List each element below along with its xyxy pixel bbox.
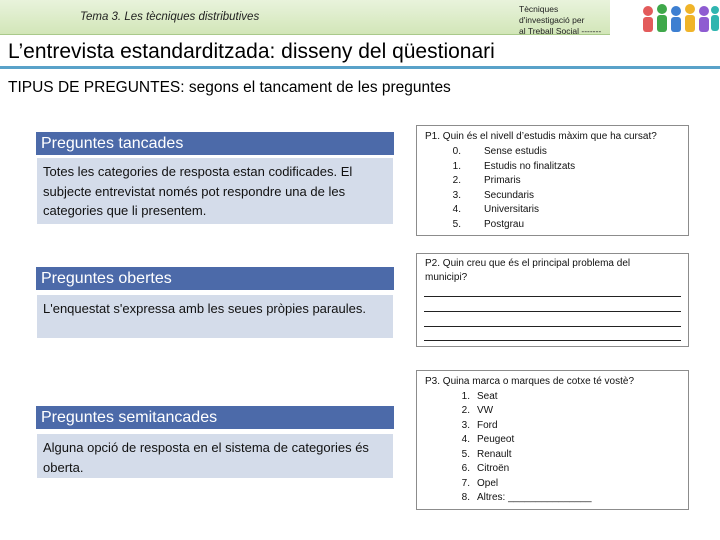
p1-option-label: Primaris xyxy=(484,175,521,186)
answer-line xyxy=(424,340,681,341)
p1-option-num: 0. xyxy=(452,146,461,157)
p1-option-num: 4. xyxy=(452,204,461,215)
type-heading-semitancades: Preguntes semitancades xyxy=(36,406,394,429)
p3-option-num: 7. xyxy=(461,477,470,489)
p3-option-label: Altres: _______________ xyxy=(477,492,592,503)
example-p1 xyxy=(416,125,689,236)
type-text-obertes: L'enquestat s'expressa amb les seues pròpies paraules. xyxy=(36,294,394,339)
answer-line xyxy=(424,311,681,312)
example-p2 xyxy=(416,253,689,347)
example-p3 xyxy=(416,370,689,510)
answer-line xyxy=(424,326,681,327)
p3-option-label: Peugeot xyxy=(477,434,515,445)
p2-question-line2: municipi? xyxy=(425,272,468,283)
p1-option-label: Sense estudis xyxy=(484,146,547,157)
p1-option-label: Universitaris xyxy=(484,204,540,215)
p3-option-num: 1. xyxy=(461,390,470,402)
course-label-line1: Tècniques d'investigació per xyxy=(519,4,585,25)
p3-option-num: 8. xyxy=(461,492,470,503)
type-text-semitancades: Alguna opció de resposta en el sistema de categories és oberta. xyxy=(36,433,394,479)
p3-option-label: VW xyxy=(477,405,494,416)
p3-option-num: 5. xyxy=(461,448,470,460)
p1-option-label: Estudis no finalitzats xyxy=(484,160,576,172)
p3-option-num: 6. xyxy=(461,463,470,474)
p3-option-label: Seat xyxy=(477,390,498,402)
p1-option-num: 5. xyxy=(452,218,461,230)
page-subtitle: TIPUS DE PREGUNTES: segons el tancament de les preguntes xyxy=(8,79,451,96)
type-heading-tancades: Preguntes tancades xyxy=(36,132,394,155)
course-label-line2: al Treball Social ------- xyxy=(519,26,602,36)
p1-option-num: 1. xyxy=(452,160,461,172)
p3-option-label: Citroën xyxy=(477,463,510,474)
p3-option-num: 2. xyxy=(461,405,470,416)
p3-question: P3. Quina marca o marques de cotxe té vostè? xyxy=(425,376,634,387)
p1-option-label: Postgrau xyxy=(484,218,525,230)
p1-option-label: Secundaris xyxy=(484,189,535,201)
course-label xyxy=(519,4,611,37)
p3-option-label: Opel xyxy=(477,477,499,489)
p3-option-label: Renault xyxy=(477,448,512,460)
type-text-tancades: Totes les categories de resposta estan codificades. El subjecte entrevistat només pot respondre una de les categories que li presentem. xyxy=(36,157,394,225)
slide-header xyxy=(0,0,720,38)
tema-label: Tema 3. Les tècniques distributives xyxy=(80,11,260,23)
people-group-icon xyxy=(640,2,720,34)
page-title: L’entrevista estandarditzada: disseny del qüestionari xyxy=(8,40,495,63)
answer-line xyxy=(424,296,681,297)
p1-question: P1. Quin és el nivell d’estudis màxim que ha cursat? xyxy=(425,131,657,142)
title-rule xyxy=(0,66,720,69)
type-heading-obertes: Preguntes obertes xyxy=(36,267,394,290)
p3-option-num: 4. xyxy=(461,434,470,445)
p1-option-num: 3. xyxy=(452,189,461,201)
p3-option-num: 3. xyxy=(461,419,470,431)
p2-question-line1: P2. Quin creu que és el principal problema del xyxy=(425,258,631,269)
p1-option-num: 2. xyxy=(452,175,461,186)
p3-option-label: Ford xyxy=(477,419,498,431)
